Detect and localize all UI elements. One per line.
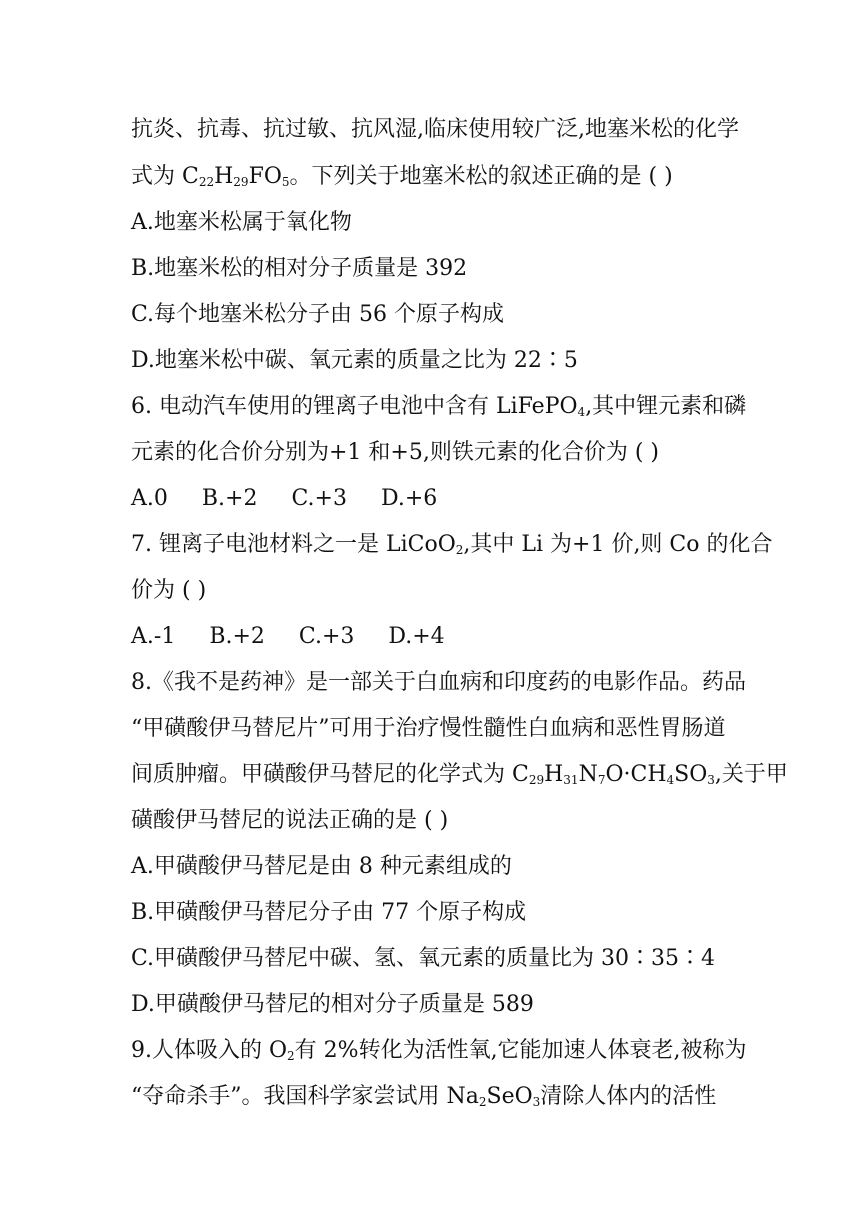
text-line [131,1082,716,1112]
text-line: 元素的化合价分别为+1 和+5,则铁元素的化合价为 ( ) [131,440,660,465]
subscript: 4 [666,773,675,787]
text-run: 6. 电动汽车使用的锂离子电池中含有 LiFePO [131,394,578,419]
subscript: 2 [455,543,464,557]
text-line: C.每个地塞米松分子由 56 个原子构成 [131,302,505,327]
text-line: D.甲磺酸伊马替尼的相对分子质量是 589 [131,992,534,1017]
text-line: 抗炎、抗毒、抗过敏、抗风湿,临床使用较广泛,地塞米松的化学 [131,117,739,142]
subscript: 29 [233,175,249,189]
subscript: 22 [198,175,215,189]
subscript: 7 [597,773,606,787]
subscript: 3 [532,1095,541,1109]
text-line: C.甲磺酸伊马替尼中碳、氢、氧元素的质量比为 30∶35∶4 [131,946,716,971]
text-run: 7. 锂离子电池材料之一是 LiCoO [131,532,456,557]
answer-option: A.-1 [131,624,176,649]
text-line: A.甲磺酸伊马替尼是由 8 种元素组成的 [131,854,512,879]
answer-option: C.+3 [291,486,347,511]
subscript: 5 [281,175,290,189]
subscript: 3 [707,773,715,787]
text-run: 9.人体吸入的 O [131,1038,288,1063]
text-line [131,484,437,514]
text-run: 有 2%转化为活性氧,它能加速人体衰老,被称为 [294,1038,747,1063]
text-run: N [578,762,598,787]
answer-option: A.0 [131,486,168,511]
text-line [131,760,788,790]
text-run: 式为 C [131,164,199,189]
text-line: 价为 ( ) [131,578,207,603]
subscript: 4 [577,405,586,419]
text-run: H [214,164,234,189]
text-run: H [544,762,564,787]
text-run: 。下列关于地塞米松的叙述正确的是 ( ) [289,164,673,189]
text-line [131,622,445,652]
text-run: 清除人体内的活性 [540,1084,717,1109]
text-line [131,1036,747,1066]
text-run: FO [248,164,282,189]
text-line: 磺酸伊马替尼的说法正确的是 ( ) [131,808,449,833]
answer-option: C.+3 [298,624,355,649]
text-run: ,其中锂元素和磷 [585,394,747,419]
answer-option: D.+6 [380,486,438,511]
text-run: 间质肿瘤。甲磺酸伊马替尼的化学式为 C [131,762,529,787]
subscript: 29 [528,773,545,787]
text-line [131,392,746,422]
text-line: B.甲磺酸伊马替尼分子由 77 个原子构成 [131,900,527,925]
text-line [131,530,773,560]
text-run: “夺命杀手”。我国科学家尝试用 Na [131,1084,479,1109]
text-line: B.地塞米松的相对分子质量是 392 [131,256,468,281]
answer-option: B.+2 [209,624,265,649]
text-line [131,162,673,192]
subscript: 31 [563,773,579,787]
text-line: A.地塞米松属于氧化物 [131,210,352,235]
answer-option: D.+4 [388,624,445,649]
text-run: O·CH [605,762,667,787]
text-line: 8.《我不是药神》是一部关于白血病和印度药的电影作品。药品 [131,670,746,695]
text-run: ,其中 Li 为+1 价,则 Co 的化合 [463,532,773,557]
text-run: SeO [486,1084,533,1109]
text-run: ,关于甲 [714,762,788,787]
text-line: “甲磺酸伊马替尼片”可用于治疗慢性髓性白血病和恶性胃肠道 [131,716,726,741]
subscript: 2 [287,1049,295,1063]
subscript: 2 [478,1095,487,1109]
text-line: D.地塞米松中碳、氧元素的质量之比为 22∶5 [131,348,578,373]
text-run: SO [674,762,708,787]
answer-option: B.+2 [201,486,258,511]
